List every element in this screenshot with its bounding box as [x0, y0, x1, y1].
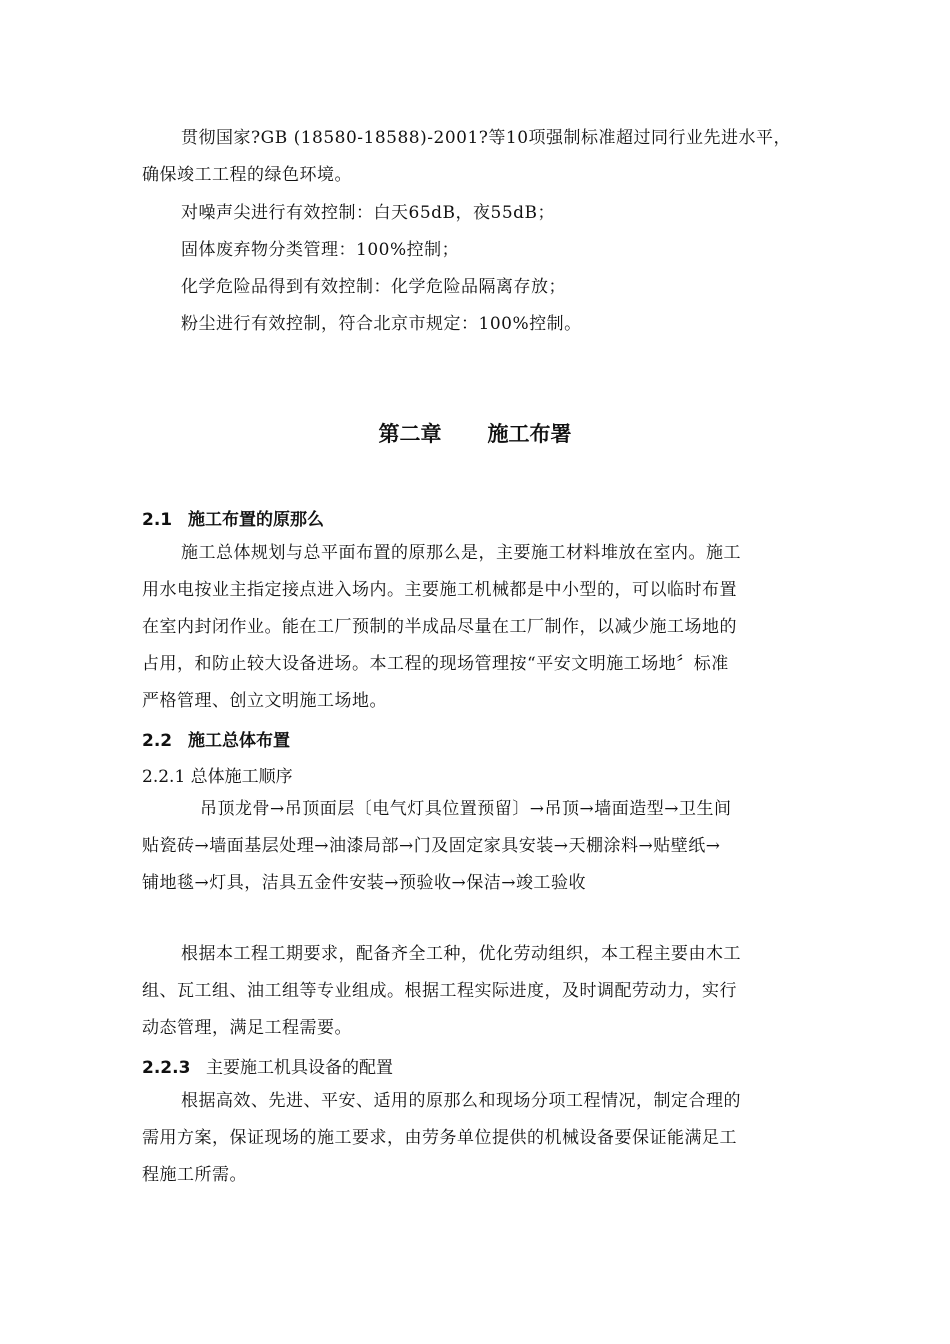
chapter-title: 施工布署 — [487, 422, 572, 446]
section-2-1-line-1: 施工总体规划与总平面布置的原那么是，主要施工材料堆放在室内。施工 — [181, 543, 741, 563]
intro-paragraph-5: 粉尘进行有效控制，符合北京市规定：100%控制。 — [181, 314, 582, 334]
section-2-2-1-heading: 2.2.1 总体施工顺序 — [142, 767, 293, 787]
section-2-1-number: 2.1 — [142, 510, 173, 530]
section-2-2-3-line-2: 需用方案，保证现场的施工要求，由劳务单位提供的机械设备要保证能满足工 — [142, 1128, 737, 1148]
intro-paragraph-4: 化学危险品得到有效控制：化学危险品隔离存放； — [181, 277, 566, 297]
section-2-2-number: 2.2 — [142, 731, 173, 751]
section-2-1-line-3: 在室内封闭作业。能在工厂预制的半成品尽量在工厂制作，以减少施工场地的 — [142, 617, 737, 637]
sequence-line-3: 铺地毯→灯具，洁具五金件安装→预验收→保洁→竣工验收 — [142, 873, 586, 893]
labor-paragraph-line-3: 动态管理，满足工程需要。 — [142, 1018, 352, 1038]
labor-paragraph-line-2: 组、瓦工组、油工组等专业组成。根据工程实际进度，及时调配劳动力，实行 — [142, 981, 737, 1001]
chapter-heading — [0, 418, 950, 448]
labor-paragraph-line-1: 根据本工程工期要求，配备齐全工种，优化劳动组织，本工程主要由木工 — [181, 944, 741, 964]
section-2-1-title: 施工布置的原那么 — [188, 510, 324, 530]
section-2-2-3-title: 主要施工机具设备的配置 — [206, 1058, 393, 1078]
section-2-1-line-2: 用水电按业主指定接点进入场内。主要施工机械都是中小型的，可以临时布置 — [142, 580, 737, 600]
section-2-2-3-line-1: 根据高效、先进、平安、适用的原那么和现场分项工程情况，制定合理的 — [181, 1091, 741, 1111]
section-2-2-3-heading — [142, 1053, 393, 1078]
chapter-number: 第二章 — [378, 422, 442, 446]
section-2-1-line-4: 占用，和防止较大设备进场。本工程的现场管理按“平安文明施工场地〞标准 — [142, 654, 729, 674]
sequence-line-1: 吊顶龙骨→吊顶面层〔电气灯具位置预留〕→吊顶→墙面造型→卫生间 — [200, 799, 732, 819]
section-2-2-3-line-3: 程施工所需。 — [142, 1165, 247, 1185]
section-2-1-heading — [142, 505, 324, 530]
intro-paragraph-3: 固体废弃物分类管理：100%控制； — [181, 240, 460, 260]
section-2-2-3-number: 2.2.3 — [142, 1058, 191, 1078]
intro-paragraph-1-line-2: 确保竣工工程的绿色环境。 — [142, 165, 352, 185]
section-2-1-line-5: 严格管理、创立文明施工场地。 — [142, 691, 387, 711]
intro-paragraph-2: 对噪声尖进行有效控制：白天65dB，夜55dB； — [181, 203, 556, 223]
sequence-line-2: 贴瓷砖→墙面基层处理→油漆局部→门及固定家具安装→天棚涂料→贴壁纸→ — [142, 836, 721, 856]
intro-paragraph-1-line-1: 贯彻国家?GB (18580-18588)-2001?等10项强制标准超过同行业先进水平， — [181, 128, 792, 148]
section-2-2-heading — [142, 726, 290, 751]
section-2-2-title: 施工总体布置 — [188, 731, 290, 751]
